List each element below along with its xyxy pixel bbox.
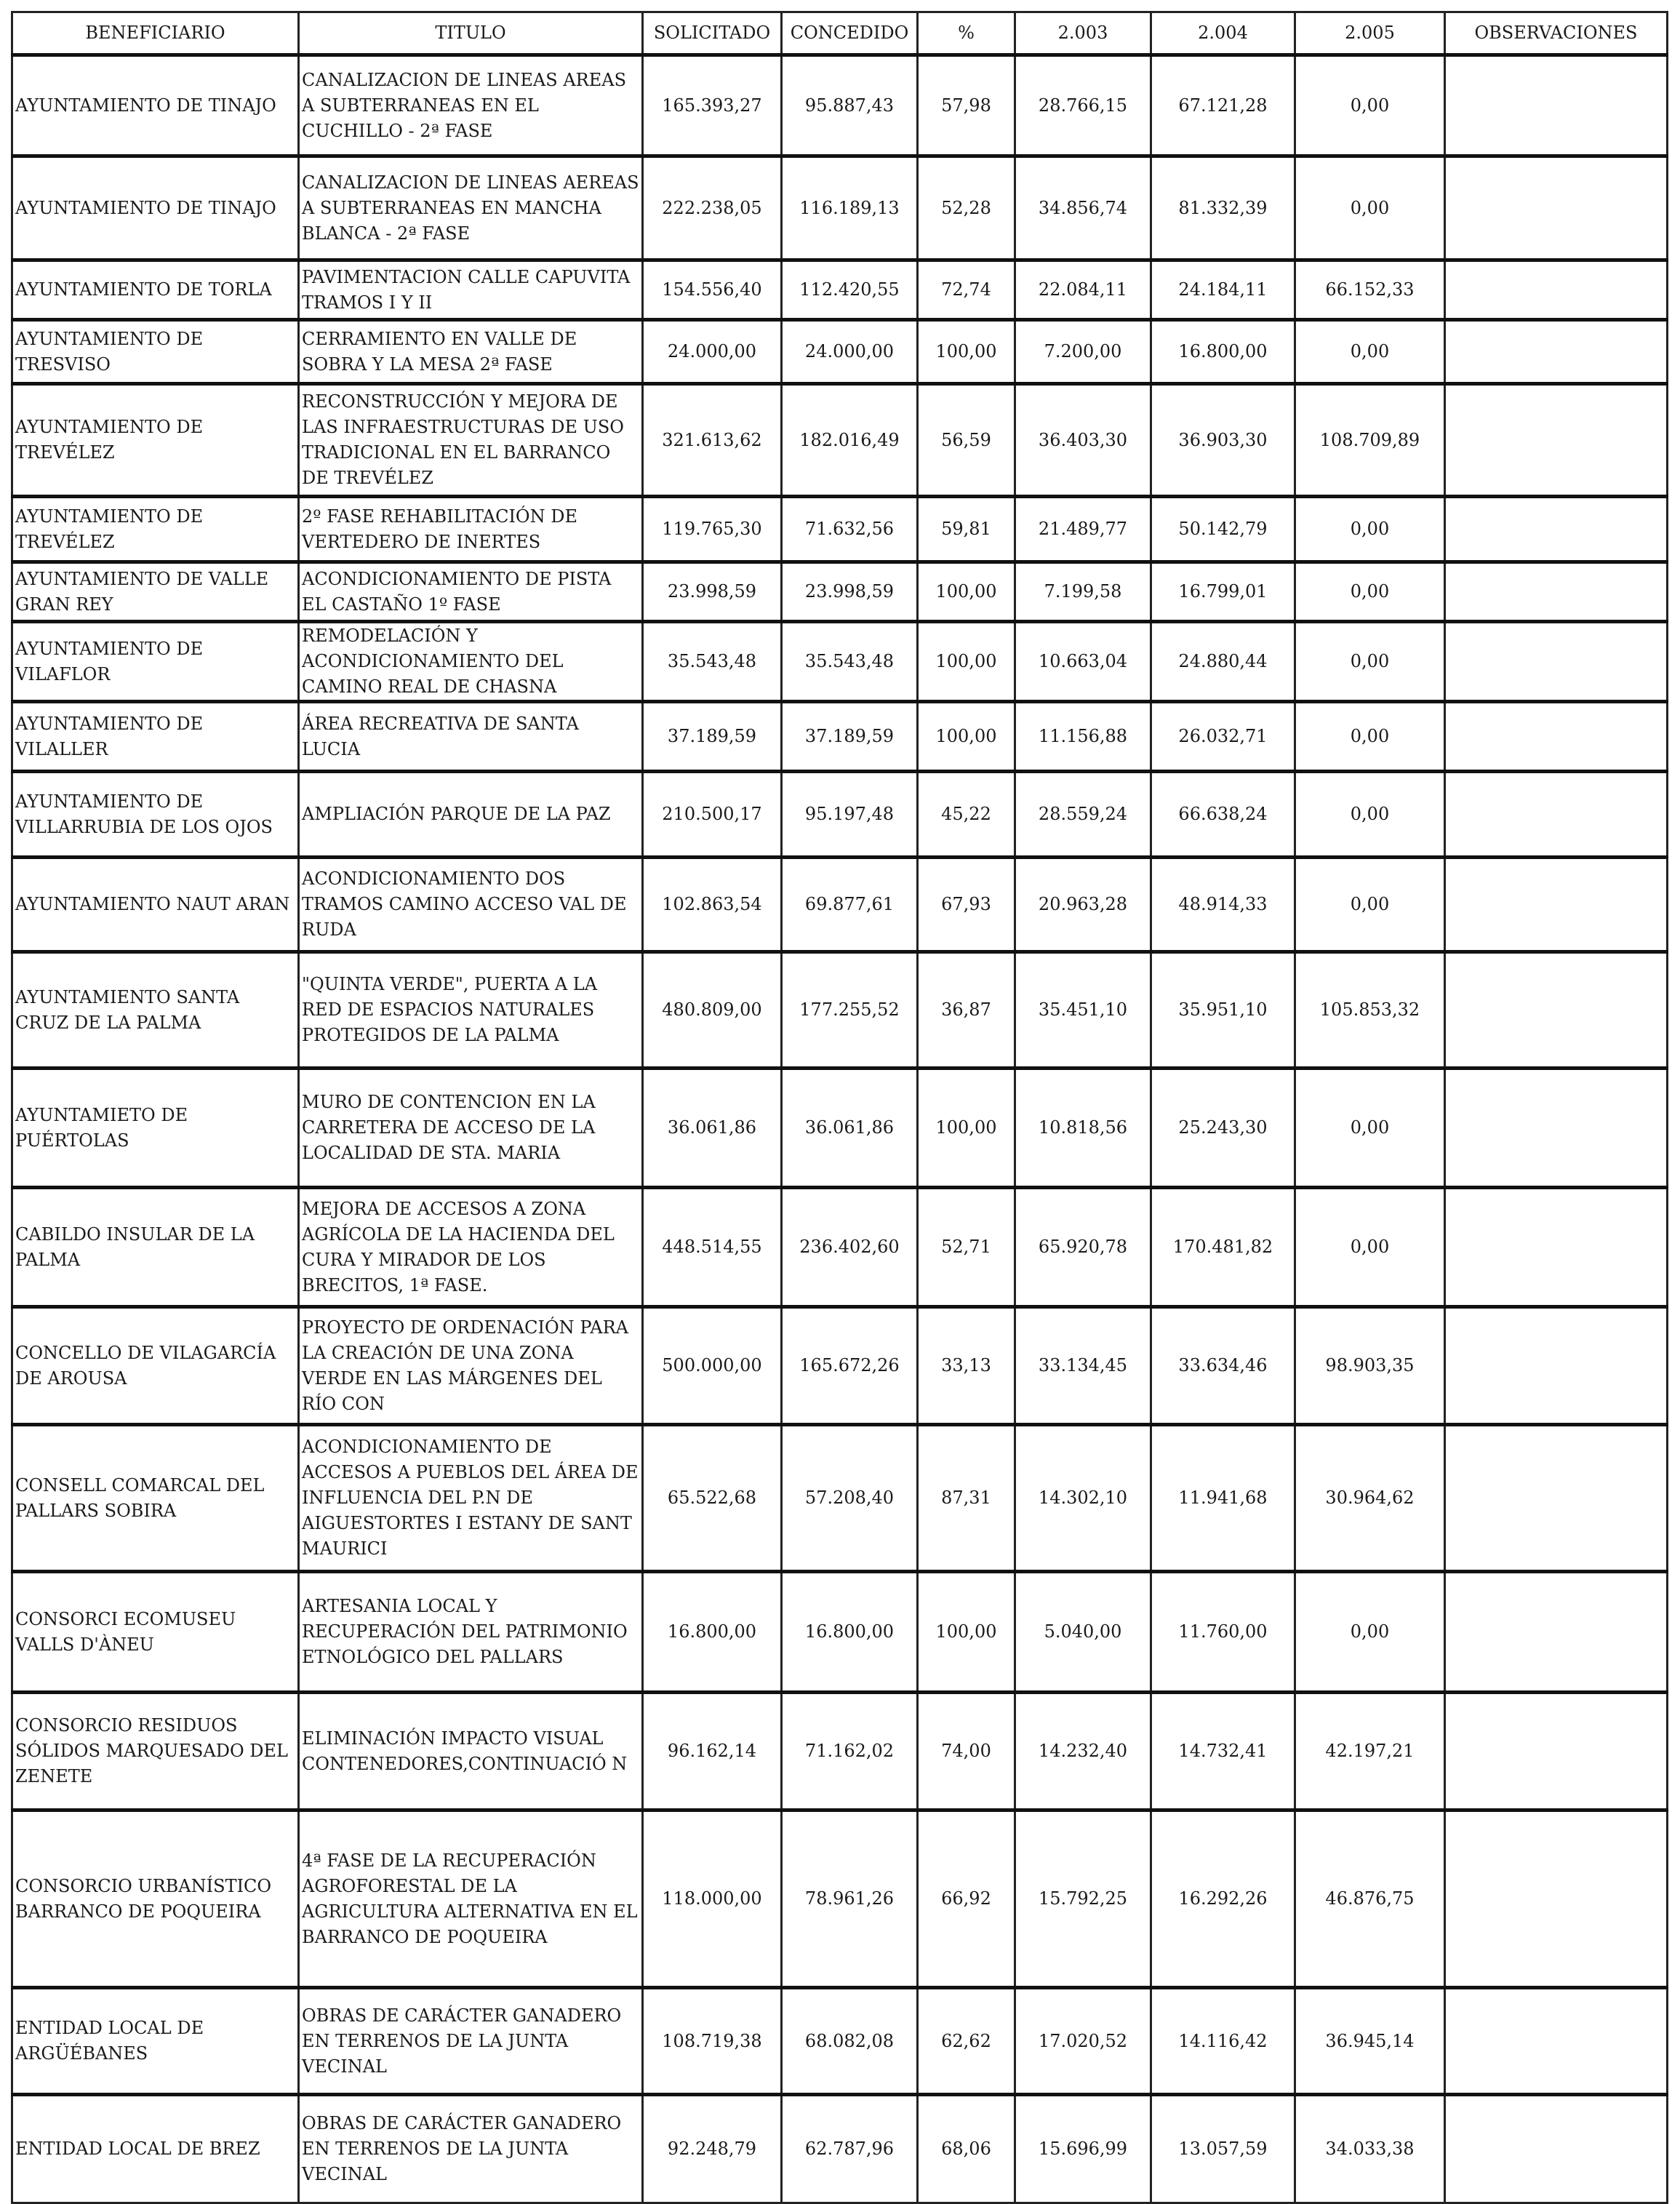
cell-beneficiario: CONSORCIO RESIDUOS SÓLIDOS MARQUESADO DEL ZENETE xyxy=(12,1693,299,1810)
cell-beneficiario: AYUNTAMIETO DE PUÉRTOLAS xyxy=(12,1069,299,1188)
cell-y2003: 14.302,10 xyxy=(1015,1425,1151,1572)
cell-beneficiario: AYUNTAMIENTO SANTA CRUZ DE LA PALMA xyxy=(12,952,299,1069)
cell-titulo: OBRAS DE CARÁCTER GANADERO EN TERRENOS DE LA JUNTA VECINAL xyxy=(299,2095,643,2203)
cell-titulo: ARTESANIA LOCAL Y RECUPERACIÓN DEL PATRIMONIO ETNOLÓGICO DEL PALLARS xyxy=(299,1572,643,1693)
cell-y2003: 36.403,30 xyxy=(1015,384,1151,497)
cell-y2003: 7.200,00 xyxy=(1015,320,1151,384)
cell-concedido: 95.887,43 xyxy=(782,55,918,156)
cell-y2005: 0,00 xyxy=(1295,622,1445,702)
cell-obs xyxy=(1445,622,1668,702)
cell-y2005: 0,00 xyxy=(1295,156,1445,260)
cell-obs xyxy=(1445,952,1668,1069)
cell-y2004: 24.184,11 xyxy=(1151,260,1295,320)
cell-y2003: 20.963,28 xyxy=(1015,858,1151,952)
cell-obs xyxy=(1445,1988,1668,2095)
cell-obs xyxy=(1445,1069,1668,1188)
cell-obs xyxy=(1445,1810,1668,1988)
table-row xyxy=(12,702,1668,772)
cell-concedido: 95.197,48 xyxy=(782,772,918,858)
cell-y2003: 21.489,77 xyxy=(1015,497,1151,562)
cell-pct: 52,71 xyxy=(918,1188,1015,1307)
cell-y2005: 0,00 xyxy=(1295,772,1445,858)
cell-obs xyxy=(1445,260,1668,320)
cell-titulo: CANALIZACION DE LINEAS AREAS A SUBTERRANEAS EN EL CUCHILLO - 2ª FASE xyxy=(299,55,643,156)
cell-y2005: 34.033,38 xyxy=(1295,2095,1445,2203)
cell-titulo: AMPLIACIÓN PARQUE DE LA PAZ xyxy=(299,772,643,858)
cell-titulo: CANALIZACION DE LINEAS AEREAS A SUBTERRANEAS EN MANCHA BLANCA - 2ª FASE xyxy=(299,156,643,260)
table-row xyxy=(12,1307,1668,1425)
cell-titulo: REMODELACIÓN Y ACONDICIONAMIENTO DEL CAMINO REAL DE CHASNA xyxy=(299,622,643,702)
cell-concedido: 165.672,26 xyxy=(782,1307,918,1425)
header-titulo: TITULO xyxy=(299,12,643,55)
cell-beneficiario: AYUNTAMIENTO DE TREVÉLEZ xyxy=(12,497,299,562)
cell-obs xyxy=(1445,1307,1668,1425)
cell-solicitado: 154.556,40 xyxy=(643,260,782,320)
cell-y2003: 14.232,40 xyxy=(1015,1693,1151,1810)
cell-y2004: 66.638,24 xyxy=(1151,772,1295,858)
cell-concedido: 35.543,48 xyxy=(782,622,918,702)
cell-pct: 100,00 xyxy=(918,702,1015,772)
cell-concedido: 236.402,60 xyxy=(782,1188,918,1307)
cell-y2003: 17.020,52 xyxy=(1015,1988,1151,2095)
cell-y2003: 35.451,10 xyxy=(1015,952,1151,1069)
cell-solicitado: 108.719,38 xyxy=(643,1988,782,2095)
cell-y2003: 10.663,04 xyxy=(1015,622,1151,702)
cell-titulo: ACONDICIONAMIENTO DE PISTA EL CASTAÑO 1º FASE xyxy=(299,562,643,622)
cell-obs xyxy=(1445,384,1668,497)
cell-pct: 62,62 xyxy=(918,1988,1015,2095)
cell-y2004: 26.032,71 xyxy=(1151,702,1295,772)
cell-obs xyxy=(1445,1188,1668,1307)
cell-y2003: 15.792,25 xyxy=(1015,1810,1151,1988)
cell-y2005: 30.964,62 xyxy=(1295,1425,1445,1572)
cell-obs xyxy=(1445,562,1668,622)
cell-solicitado: 119.765,30 xyxy=(643,497,782,562)
cell-beneficiario: AYUNTAMIENTO DE VILAFLOR xyxy=(12,622,299,702)
cell-beneficiario: CABILDO INSULAR DE LA PALMA xyxy=(12,1188,299,1307)
cell-solicitado: 222.238,05 xyxy=(643,156,782,260)
table-row xyxy=(12,497,1668,562)
cell-y2005: 66.152,33 xyxy=(1295,260,1445,320)
cell-y2003: 33.134,45 xyxy=(1015,1307,1151,1425)
header-2004: 2.004 xyxy=(1151,12,1295,55)
cell-pct: 66,92 xyxy=(918,1810,1015,1988)
cell-solicitado: 35.543,48 xyxy=(643,622,782,702)
header-observaciones: OBSERVACIONES xyxy=(1445,12,1668,55)
cell-beneficiario: AYUNTAMIENTO DE VALLE GRAN REY xyxy=(12,562,299,622)
table-row xyxy=(12,1572,1668,1693)
cell-beneficiario: CONCELLO DE VILAGARCÍA DE AROUSA xyxy=(12,1307,299,1425)
table-row xyxy=(12,1810,1668,1988)
cell-beneficiario: AYUNTAMIENTO DE VILLARRUBIA DE LOS OJOS xyxy=(12,772,299,858)
header-beneficiario: BENEFICIARIO xyxy=(12,12,299,55)
cell-solicitado: 500.000,00 xyxy=(643,1307,782,1425)
cell-y2003: 10.818,56 xyxy=(1015,1069,1151,1188)
table-row xyxy=(12,1988,1668,2095)
cell-y2005: 0,00 xyxy=(1295,497,1445,562)
cell-solicitado: 92.248,79 xyxy=(643,2095,782,2203)
cell-beneficiario: AYUNTAMIENTO DE TINAJO xyxy=(12,55,299,156)
cell-obs xyxy=(1445,497,1668,562)
cell-pct: 45,22 xyxy=(918,772,1015,858)
cell-y2003: 65.920,78 xyxy=(1015,1188,1151,1307)
cell-beneficiario: AYUNTAMIENTO DE TRESVISO xyxy=(12,320,299,384)
cell-concedido: 116.189,13 xyxy=(782,156,918,260)
cell-y2004: 33.634,46 xyxy=(1151,1307,1295,1425)
cell-obs xyxy=(1445,702,1668,772)
cell-solicitado: 165.393,27 xyxy=(643,55,782,156)
cell-titulo: ELIMINACIÓN IMPACTO VISUAL CONTENEDORES,CONTINUACIÓ N xyxy=(299,1693,643,1810)
cell-concedido: 69.877,61 xyxy=(782,858,918,952)
cell-titulo: "QUINTA VERDE", PUERTA A LA RED DE ESPACIOS NATURALES PROTEGIDOS DE LA PALMA xyxy=(299,952,643,1069)
cell-solicitado: 36.061,86 xyxy=(643,1069,782,1188)
table-row xyxy=(12,1693,1668,1810)
header-concedido: CONCEDIDO xyxy=(782,12,918,55)
cell-obs xyxy=(1445,2095,1668,2203)
cell-obs xyxy=(1445,1693,1668,1810)
cell-y2005: 0,00 xyxy=(1295,858,1445,952)
cell-titulo: OBRAS DE CARÁCTER GANADERO EN TERRENOS DE LA JUNTA VECINAL xyxy=(299,1988,643,2095)
cell-y2005: 108.709,89 xyxy=(1295,384,1445,497)
cell-concedido: 37.189,59 xyxy=(782,702,918,772)
cell-concedido: 112.420,55 xyxy=(782,260,918,320)
table-row xyxy=(12,952,1668,1069)
cell-obs xyxy=(1445,1425,1668,1572)
cell-solicitado: 448.514,55 xyxy=(643,1188,782,1307)
table-row xyxy=(12,1425,1668,1572)
cell-y2005: 0,00 xyxy=(1295,1069,1445,1188)
cell-y2003: 28.559,24 xyxy=(1015,772,1151,858)
cell-y2003: 7.199,58 xyxy=(1015,562,1151,622)
cell-beneficiario: AYUNTAMIENTO NAUT ARAN xyxy=(12,858,299,952)
cell-solicitado: 24.000,00 xyxy=(643,320,782,384)
header-percent: % xyxy=(918,12,1015,55)
cell-pct: 100,00 xyxy=(918,622,1015,702)
cell-y2005: 0,00 xyxy=(1295,320,1445,384)
cell-y2003: 28.766,15 xyxy=(1015,55,1151,156)
cell-titulo: ÁREA RECREATIVA DE SANTA LUCIA xyxy=(299,702,643,772)
cell-beneficiario: AYUNTAMIENTO DE TORLA xyxy=(12,260,299,320)
cell-concedido: 24.000,00 xyxy=(782,320,918,384)
cell-y2004: 25.243,30 xyxy=(1151,1069,1295,1188)
table-row xyxy=(12,2095,1668,2203)
table-row xyxy=(12,156,1668,260)
cell-concedido: 177.255,52 xyxy=(782,952,918,1069)
cell-y2005: 0,00 xyxy=(1295,55,1445,156)
cell-y2004: 67.121,28 xyxy=(1151,55,1295,156)
cell-beneficiario: AYUNTAMIENTO DE TINAJO xyxy=(12,156,299,260)
table-row xyxy=(12,55,1668,156)
cell-y2005: 36.945,14 xyxy=(1295,1988,1445,2095)
cell-obs xyxy=(1445,1572,1668,1693)
cell-concedido: 62.787,96 xyxy=(782,2095,918,2203)
cell-pct: 56,59 xyxy=(918,384,1015,497)
cell-beneficiario: AYUNTAMIENTO DE VILALLER xyxy=(12,702,299,772)
cell-solicitado: 96.162,14 xyxy=(643,1693,782,1810)
cell-pct: 68,06 xyxy=(918,2095,1015,2203)
cell-y2004: 24.880,44 xyxy=(1151,622,1295,702)
cell-concedido: 57.208,40 xyxy=(782,1425,918,1572)
cell-concedido: 36.061,86 xyxy=(782,1069,918,1188)
table-row xyxy=(12,858,1668,952)
cell-y2004: 14.116,42 xyxy=(1151,1988,1295,2095)
cell-obs xyxy=(1445,772,1668,858)
cell-y2004: 16.800,00 xyxy=(1151,320,1295,384)
cell-y2004: 81.332,39 xyxy=(1151,156,1295,260)
cell-pct: 100,00 xyxy=(918,1572,1015,1693)
cell-y2005: 0,00 xyxy=(1295,1572,1445,1693)
cell-y2004: 14.732,41 xyxy=(1151,1693,1295,1810)
cell-y2004: 13.057,59 xyxy=(1151,2095,1295,2203)
cell-pct: 52,28 xyxy=(918,156,1015,260)
cell-concedido: 16.800,00 xyxy=(782,1572,918,1693)
table-row xyxy=(12,1069,1668,1188)
cell-titulo: MEJORA DE ACCESOS A ZONA AGRÍCOLA DE LA HACIENDA DEL CURA Y MIRADOR DE LOS BRECITOS, 1ª FASE. xyxy=(299,1188,643,1307)
cell-pct: 33,13 xyxy=(918,1307,1015,1425)
cell-y2004: 170.481,82 xyxy=(1151,1188,1295,1307)
cell-y2005: 98.903,35 xyxy=(1295,1307,1445,1425)
cell-y2004: 11.760,00 xyxy=(1151,1572,1295,1693)
cell-pct: 72,74 xyxy=(918,260,1015,320)
cell-pct: 100,00 xyxy=(918,320,1015,384)
table-row xyxy=(12,772,1668,858)
cell-concedido: 68.082,08 xyxy=(782,1988,918,2095)
table-row xyxy=(12,384,1668,497)
cell-pct: 74,00 xyxy=(918,1693,1015,1810)
cell-y2004: 48.914,33 xyxy=(1151,858,1295,952)
cell-solicitado: 118.000,00 xyxy=(643,1810,782,1988)
cell-titulo: PAVIMENTACION CALLE CAPUVITA TRAMOS I Y II xyxy=(299,260,643,320)
cell-y2004: 50.142,79 xyxy=(1151,497,1295,562)
cell-y2003: 34.856,74 xyxy=(1015,156,1151,260)
cell-concedido: 71.162,02 xyxy=(782,1693,918,1810)
cell-y2005: 105.853,32 xyxy=(1295,952,1445,1069)
cell-pct: 67,93 xyxy=(918,858,1015,952)
header-2005: 2.005 xyxy=(1295,12,1445,55)
cell-y2003: 22.084,11 xyxy=(1015,260,1151,320)
cell-solicitado: 321.613,62 xyxy=(643,384,782,497)
cell-solicitado: 102.863,54 xyxy=(643,858,782,952)
cell-beneficiario: ENTIDAD LOCAL DE ARGÜÉBANES xyxy=(12,1988,299,2095)
cell-concedido: 78.961,26 xyxy=(782,1810,918,1988)
cell-solicitado: 210.500,17 xyxy=(643,772,782,858)
cell-solicitado: 23.998,59 xyxy=(643,562,782,622)
cell-y2003: 11.156,88 xyxy=(1015,702,1151,772)
cell-beneficiario: ENTIDAD LOCAL DE BREZ xyxy=(12,2095,299,2203)
cell-y2004: 16.292,26 xyxy=(1151,1810,1295,1988)
cell-y2004: 11.941,68 xyxy=(1151,1425,1295,1572)
cell-y2005: 42.197,21 xyxy=(1295,1693,1445,1810)
cell-beneficiario: CONSORCIO URBANÍSTICO BARRANCO DE POQUEIRA xyxy=(12,1810,299,1988)
subsidies-table xyxy=(11,11,1668,2204)
cell-y2005: 0,00 xyxy=(1295,1188,1445,1307)
cell-titulo: PROYECTO DE ORDENACIÓN PARA LA CREACIÓN DE UNA ZONA VERDE EN LAS MÁRGENES DEL RÍO CON xyxy=(299,1307,643,1425)
cell-solicitado: 65.522,68 xyxy=(643,1425,782,1572)
cell-obs xyxy=(1445,858,1668,952)
cell-beneficiario: AYUNTAMIENTO DE TREVÉLEZ xyxy=(12,384,299,497)
cell-titulo: 4ª FASE DE LA RECUPERACIÓN AGROFORESTAL DE LA AGRICULTURA ALTERNATIVA EN EL BARRANCO DE POQUEIRA xyxy=(299,1810,643,1988)
cell-solicitado: 16.800,00 xyxy=(643,1572,782,1693)
cell-titulo: RECONSTRUCCIÓN Y MEJORA DE LAS INFRAESTRUCTURAS DE USO TRADICIONAL EN EL BARRANCO DE TREVÉLEZ xyxy=(299,384,643,497)
cell-pct: 87,31 xyxy=(918,1425,1015,1572)
cell-pct: 100,00 xyxy=(918,1069,1015,1188)
cell-concedido: 182.016,49 xyxy=(782,384,918,497)
cell-y2003: 15.696,99 xyxy=(1015,2095,1151,2203)
table-row xyxy=(12,320,1668,384)
table-row xyxy=(12,260,1668,320)
cell-concedido: 23.998,59 xyxy=(782,562,918,622)
cell-solicitado: 37.189,59 xyxy=(643,702,782,772)
cell-obs xyxy=(1445,156,1668,260)
header-row xyxy=(12,12,1668,55)
cell-solicitado: 480.809,00 xyxy=(643,952,782,1069)
header-2003: 2.003 xyxy=(1015,12,1151,55)
cell-y2004: 16.799,01 xyxy=(1151,562,1295,622)
table-row xyxy=(12,1188,1668,1307)
header-solicitado: SOLICITADO xyxy=(643,12,782,55)
cell-titulo: CERRAMIENTO EN VALLE DE SOBRA Y LA MESA 2ª FASE xyxy=(299,320,643,384)
cell-y2005: 0,00 xyxy=(1295,562,1445,622)
cell-pct: 57,98 xyxy=(918,55,1015,156)
cell-obs xyxy=(1445,320,1668,384)
cell-y2004: 35.951,10 xyxy=(1151,952,1295,1069)
cell-obs xyxy=(1445,55,1668,156)
cell-titulo: ACONDICIONAMIENTO DOS TRAMOS CAMINO ACCESO VAL DE RUDA xyxy=(299,858,643,952)
cell-beneficiario: CONSELL COMARCAL DEL PALLARS SOBIRA xyxy=(12,1425,299,1572)
cell-titulo: ACONDICIONAMIENTO DE ACCESOS A PUEBLOS DEL ÁREA DE INFLUENCIA DEL P.N DE AIGUESTORTES I ESTANY DE SANT MAURICI xyxy=(299,1425,643,1572)
table-row xyxy=(12,562,1668,622)
cell-y2004: 36.903,30 xyxy=(1151,384,1295,497)
cell-titulo: MURO DE CONTENCION EN LA CARRETERA DE ACCESO DE LA LOCALIDAD DE STA. MARIA xyxy=(299,1069,643,1188)
cell-concedido: 71.632,56 xyxy=(782,497,918,562)
cell-beneficiario: CONSORCI ECOMUSEU VALLS D'ÀNEU xyxy=(12,1572,299,1693)
cell-y2003: 5.040,00 xyxy=(1015,1572,1151,1693)
cell-y2005: 0,00 xyxy=(1295,702,1445,772)
cell-pct: 59,81 xyxy=(918,497,1015,562)
cell-titulo: 2º FASE REHABILITACIÓN DE VERTEDERO DE INERTES xyxy=(299,497,643,562)
cell-pct: 36,87 xyxy=(918,952,1015,1069)
table-row xyxy=(12,622,1668,702)
cell-pct: 100,00 xyxy=(918,562,1015,622)
cell-y2005: 46.876,75 xyxy=(1295,1810,1445,1988)
